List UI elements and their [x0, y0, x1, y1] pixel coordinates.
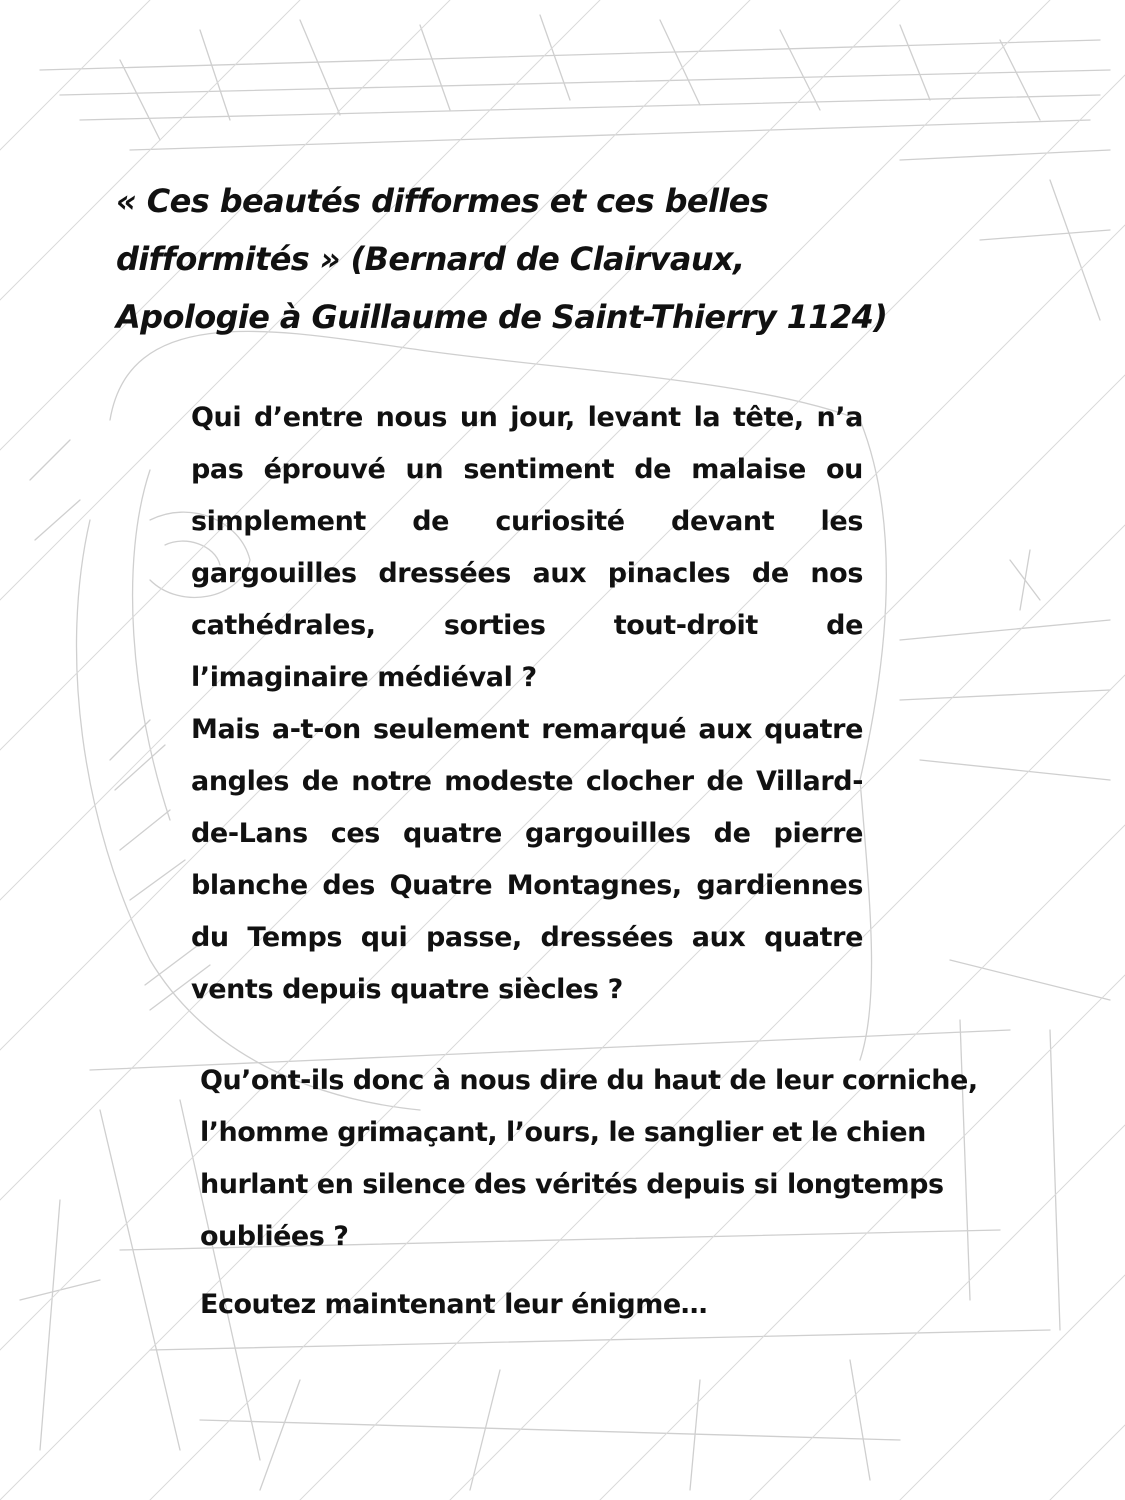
paragraph-gargoyles-question: Qui d’entre nous un jour, levant la tête, n’a pas éprouvé un sentiment de malaise ou simplement de curiosité devant les gargouilles dressées aux pinacles de nos cathédrales, sorties tout-droit de l’imaginaire médiéval ? [191, 402, 863, 693]
closing-text-block [200, 1055, 1030, 1331]
epigraph-quote: « Ces beautés difformes et ces belles difformités » (Bernard de Clairvaux, Apologie à Guillaume de Saint-Thierry 1124) [116, 182, 888, 336]
paragraph-listen-enigma: Ecoutez maintenant leur énigme… [200, 1289, 708, 1320]
intro-text-block [191, 392, 863, 1016]
paragraph-villard-bell-tower: Mais a-t-on seulement remarqué aux quatre angles de notre modeste clocher de Villard-de-Lans ces quatre gargouilles de pierre blanche des Quatre Montagnes, gardiennes du Temps qui passe, dressées aux quatre vents depuis quatre siècles ? [191, 714, 863, 1005]
paragraph-what-they-say: Qu’ont-ils donc à nous dire du haut de leur corniche, l’homme grimaçant, l’ours, le sanglier et le chien hurlant en silence des vérités depuis si longtemps oubliées ? [200, 1065, 978, 1252]
